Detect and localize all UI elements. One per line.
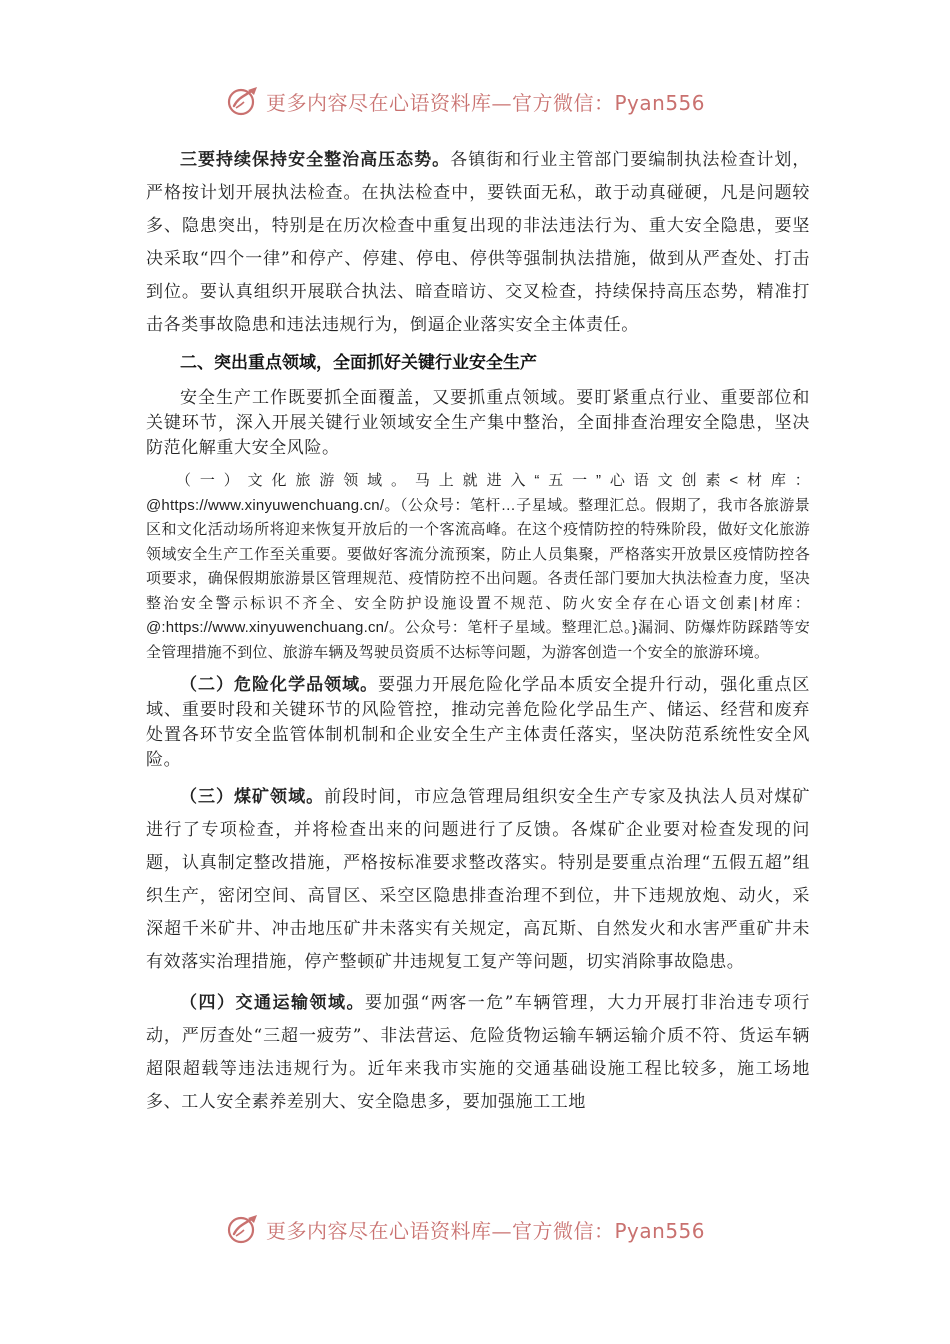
- banner-text: 更多内容尽在心语资料库—官方微信：Pyan556: [266, 1218, 706, 1243]
- pen-logo-icon: [226, 1212, 260, 1246]
- paragraph: （一）文化旅游领域。马上就进入“五一”心语文创素<材库：@https://www.xinyuwenchuang.cn/。（公众号：笔杆…子星域。整理汇总。假期了，我市各旅游景区和文化活动场所将迎来恢复开放后的一个客流高峰。在这个疫情防控的特殊阶段，做好文化旅游领域安全生产工作至关重要。要做好客流分流预案，防止人员集聚，严格落实开放景区疫情防控各项要求，确保假期旅游景区管理规范、疫情防控不出问题。各责任部门要加大执法检查力度，坚决整治安全警示标识不齐全、安全防护设施设置不规范、防火安全存在心语文创素|材库：@:https://www.xinyuwenchuang.cn/。公众号：笔杆子星域。整理汇总。}漏洞、防爆炸防踩踏等安全管理措施不到位、旅游车辆及驾驶员资质不达标等问题，为游客创造一个安全的旅游环境。: [146, 472, 810, 661]
- banner-text: 更多内容尽在心语资料库—官方微信：Pyan556: [266, 90, 706, 115]
- pen-logo-icon: [226, 84, 260, 118]
- paragraph: 三要持续保持安全整治高压态势。各镇街和行业主管部门要编制执法检查计划，严格按计划开展执法检查。在执法检查中，要铁面无私，敢于动真碰硬，凡是问题较多、隐患突出，特别是在历次检查中重复出现的非法违法行为、重大安全隐患，要坚决采取“四个一律”和停产、停建、停电、停供等强制执法措施，做到从严查处、打击到位。要认真组织开展联合执法、暗查暗访、交叉检查，持续保持高压态势，精准打击各类事故隐患和违法违规行为，倒逼企业落实安全主体责任。: [146, 150, 811, 335]
- paragraph: （三）煤矿领域。前段时间，市应急管理局组织安全生产专家及执法人员对煤矿进行了专项检查，并将检查出来的问题进行了反馈。各煤矿企业要对检查发现的问题，认真制定整改措施，严格按标准要求整改落实。特别是要重点治理“五假五超”组织生产，密闭空间、高冒区、采空区隐患排查治理不到位，井下违规放炮、动火，采深超千米矿井、冲击地压矿井未落实有关规定，高瓦斯、自然发火和水害严重矿井未有效落实治理措施，停产整顿矿井违规复工复产等问题，切实消除事故隐患。: [146, 787, 810, 972]
- paragraph: （四）交通运输领域。要加强“两客一危”车辆管理，大力开展打非治违专项行动，严厉查处“三超一疲劳”、非法营运、危险货物运输车辆运输介质不符、货运车辆超限超载等违法违规行为。近年来我市实施的交通基础设施工程比较多，施工场地多、工人安全素养差别大、安全隐患多，要加强施工工地: [146, 993, 811, 1112]
- footer-banner: [226, 1212, 705, 1246]
- banner-wechat-id: Pyan556: [614, 1218, 706, 1243]
- banner-wechat-id: Pyan556: [614, 90, 706, 115]
- section-heading: 二、突出重点领域，全面抓好关键行业安全生产: [180, 353, 537, 373]
- paragraph-lead: （二）危险化学品领域。: [180, 675, 379, 695]
- paragraph-lead: （三）煤矿领域。: [180, 787, 325, 807]
- header-banner: [226, 84, 705, 118]
- document-body: [146, 144, 810, 1127]
- paragraph: 安全生产工作既要抓全面覆盖，又要抓重点领域。要盯紧重点行业、重要部位和关键环节，深入开展关键行业领域安全生产集中整治，全面排查治理安全隐患，坚决防范化解重大安全风险。: [146, 388, 810, 458]
- paragraph-lead: 三要持续保持安全整治高压态势。: [180, 150, 451, 170]
- paragraph: （二）危险化学品领域。要强力开展危险化学品本质安全提升行动，强化重点区域、重要时段和关键环节的风险管控，推动完善危险化学品生产、储运、经营和废弃处置各环节安全监管体制机制和企业安全生产主体责任落实，坚决防范系统性安全风险。: [146, 675, 810, 770]
- paragraph-lead: （四）交通运输领域。: [180, 993, 366, 1013]
